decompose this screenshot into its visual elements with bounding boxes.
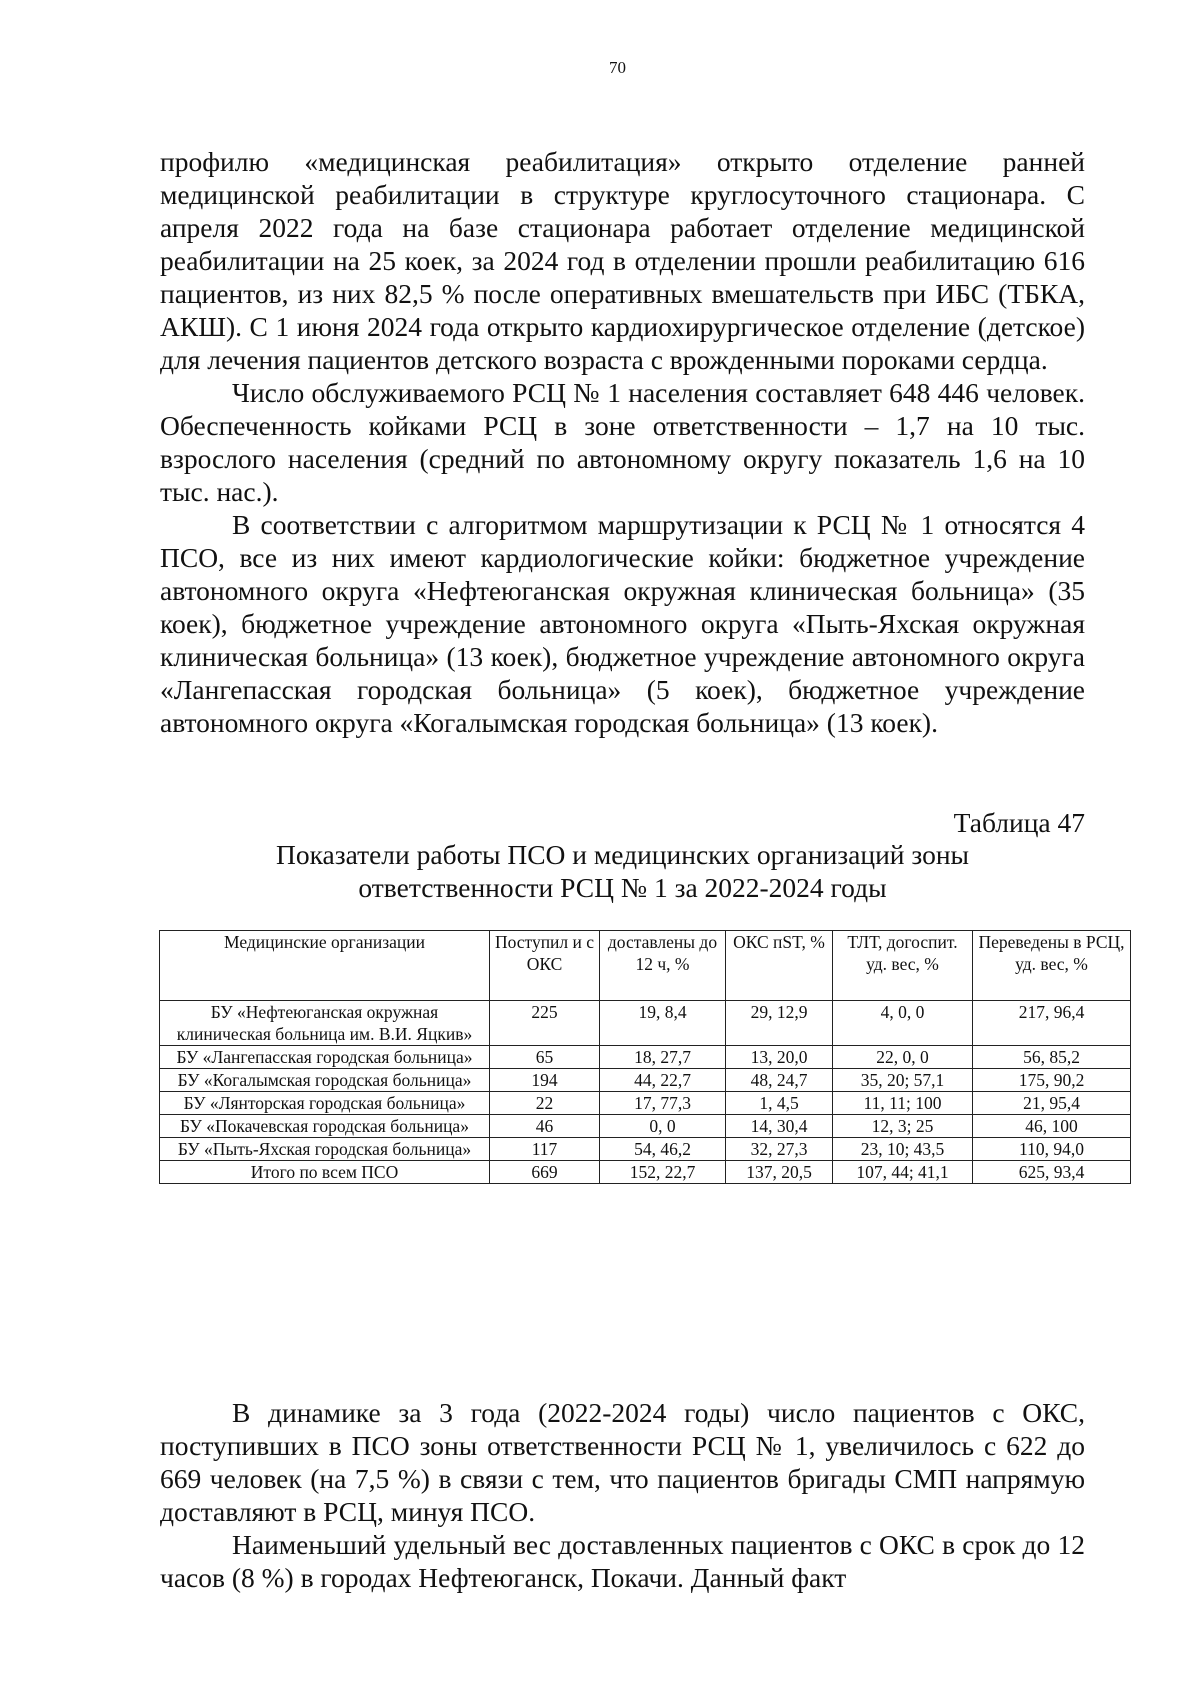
cell-delivered-12h: 152, 22,7 (600, 1161, 726, 1184)
cell-acs-nst: 32, 27,3 (726, 1138, 833, 1161)
cell-admitted: 46 (490, 1115, 600, 1138)
cell-organization: БУ «Пыть-Яхская городская больница» (160, 1138, 490, 1161)
cell-acs-nst: 48, 24,7 (726, 1069, 833, 1092)
cell-acs-nst: 1, 4,5 (726, 1092, 833, 1115)
cell-tlt: 23, 10; 43,5 (833, 1138, 973, 1161)
bottom-text-block (160, 1396, 1085, 1594)
pso-indicators-table (159, 930, 1131, 1184)
cell-acs-nst: 29, 12,9 (726, 1001, 833, 1046)
cell-admitted: 65 (490, 1046, 600, 1069)
cell-tlt: 22, 0, 0 (833, 1046, 973, 1069)
column-header-delivered-12h: доставлены до 12 ч, % (600, 931, 726, 1001)
table-title (160, 838, 1085, 904)
cell-transferred: 46, 100 (973, 1115, 1131, 1138)
page-number: 70 (609, 58, 626, 77)
table-row (160, 1001, 1131, 1046)
cell-acs-nst: 14, 30,4 (726, 1115, 833, 1138)
cell-transferred: 21, 95,4 (973, 1092, 1131, 1115)
cell-acs-nst: 13, 20,0 (726, 1046, 833, 1069)
cell-organization: БУ «Нефтеюганская окружная клиническая больница им. В.И. Яцкив» (160, 1001, 490, 1046)
column-header-organizations: Медицинские организации (160, 931, 490, 1001)
cell-admitted: 225 (490, 1001, 600, 1046)
cell-delivered-12h: 17, 77,3 (600, 1092, 726, 1115)
cell-organization: Итого по всем ПСО (160, 1161, 490, 1184)
top-text-block (160, 145, 1085, 739)
cell-delivered-12h: 19, 8,4 (600, 1001, 726, 1046)
cell-delivered-12h: 44, 22,7 (600, 1069, 726, 1092)
paragraph-routing: В соответствии с алгоритмом маршрутизации к РСЦ № 1 относятся 4 ПСО, все из них имеют кардиологические койки: бюджетное учреждение автономного округа «Нефтеюганская окружная клиническая больница» (35 коек), бюджетное учреждение автономного округа «Пыть-Яхская окружная клиническая больница» (13 коек), бюджетное учреждение автономного округа «Лангепасская городская больница» (5 коек), бюджетное учреждение автономного округа «Когалымская городская больница» (13 коек). (160, 509, 1085, 738)
table-row (160, 1069, 1131, 1092)
cell-organization: БУ «Лянторская городская больница» (160, 1092, 490, 1115)
paragraph-population: Число обслуживаемого РСЦ № 1 населения составляет 648 446 человек. Обеспеченность койками РСЦ в зоне ответственности – 1,7 на 10 тыс. взрослого населения (средний по автономному округу показатель 1,6 на 10 тыс. нас.). (160, 377, 1085, 507)
table-row (160, 1138, 1131, 1161)
table-header-row (160, 931, 1131, 1001)
cell-transferred: 56, 85,2 (973, 1046, 1131, 1069)
column-header-transferred: Переведены в РСЦ, уд. вес, % (973, 931, 1131, 1001)
table-row (160, 1046, 1131, 1069)
cell-organization: БУ «Когалымская городская больница» (160, 1069, 490, 1092)
column-header-acs-nst: ОКС пST, % (726, 931, 833, 1001)
table-row (160, 1115, 1131, 1138)
cell-admitted: 22 (490, 1092, 600, 1115)
column-header-admitted: Поступил и с ОКС (490, 931, 600, 1001)
table-title-line: ответственности РСЦ № 1 за 2022-2024 годы (358, 872, 887, 903)
column-header-tlt: ТЛТ, догоспит. уд. вес, % (833, 931, 973, 1001)
table-title-line: Показатели работы ПСО и медицинских организаций зоны (275, 839, 970, 870)
table-total-row (160, 1161, 1131, 1184)
table-label: Таблица 47 (953, 807, 1085, 838)
table-row (160, 1092, 1131, 1115)
cell-acs-nst: 137, 20,5 (726, 1161, 833, 1184)
cell-organization: БУ «Покачевская городская больница» (160, 1115, 490, 1138)
paragraph-rehabilitation: профилю «медицинская реабилитация» открыто отделение ранней медицинской реабилитации в структуре круглосуточного стационара. С апреля 2022 года на базе стационара работает отделение медицинской реабилитации на 25 коек, за 2024 год в отделении прошли реабилитацию 616 пациентов, из них 82,5 % после оперативных вмешательств при ИБС (ТБКА, АКШ). С 1 июня 2024 года открыто кардиохирургическое отделение (детское) для лечения пациентов детского возраста с врожденными пороками сердца. (160, 146, 1085, 375)
cell-tlt: 11, 11; 100 (833, 1092, 973, 1115)
cell-admitted: 669 (490, 1161, 600, 1184)
cell-delivered-12h: 18, 27,7 (600, 1046, 726, 1069)
cell-organization: БУ «Лангепасская городская больница» (160, 1046, 490, 1069)
cell-delivered-12h: 54, 46,2 (600, 1138, 726, 1161)
cell-admitted: 117 (490, 1138, 600, 1161)
cell-delivered-12h: 0, 0 (600, 1115, 726, 1138)
cell-transferred: 175, 90,2 (973, 1069, 1131, 1092)
paragraph-dynamics: В динамике за 3 года (2022-2024 годы) число пациентов с ОКС, поступивших в ПСО зоны ответственности РСЦ № 1, увеличилось с 622 до 669 человек (на 7,5 %) в связи с тем, что пациентов бригады СМП напрямую доставляют в РСЦ, минуя ПСО. (160, 1397, 1085, 1527)
cell-tlt: 107, 44; 41,1 (833, 1161, 973, 1184)
cell-admitted: 194 (490, 1069, 600, 1092)
paragraph-lowest-share: Наименьший удельный вес доставленных пациентов с ОКС в срок до 12 часов (8 %) в городах Нефтеюганск, Покачи. Данный факт (160, 1529, 1085, 1593)
cell-transferred: 625, 93,4 (973, 1161, 1131, 1184)
cell-transferred: 217, 96,4 (973, 1001, 1131, 1046)
cell-tlt: 35, 20; 57,1 (833, 1069, 973, 1092)
cell-tlt: 12, 3; 25 (833, 1115, 973, 1138)
cell-tlt: 4, 0, 0 (833, 1001, 973, 1046)
cell-transferred: 110, 94,0 (973, 1138, 1131, 1161)
